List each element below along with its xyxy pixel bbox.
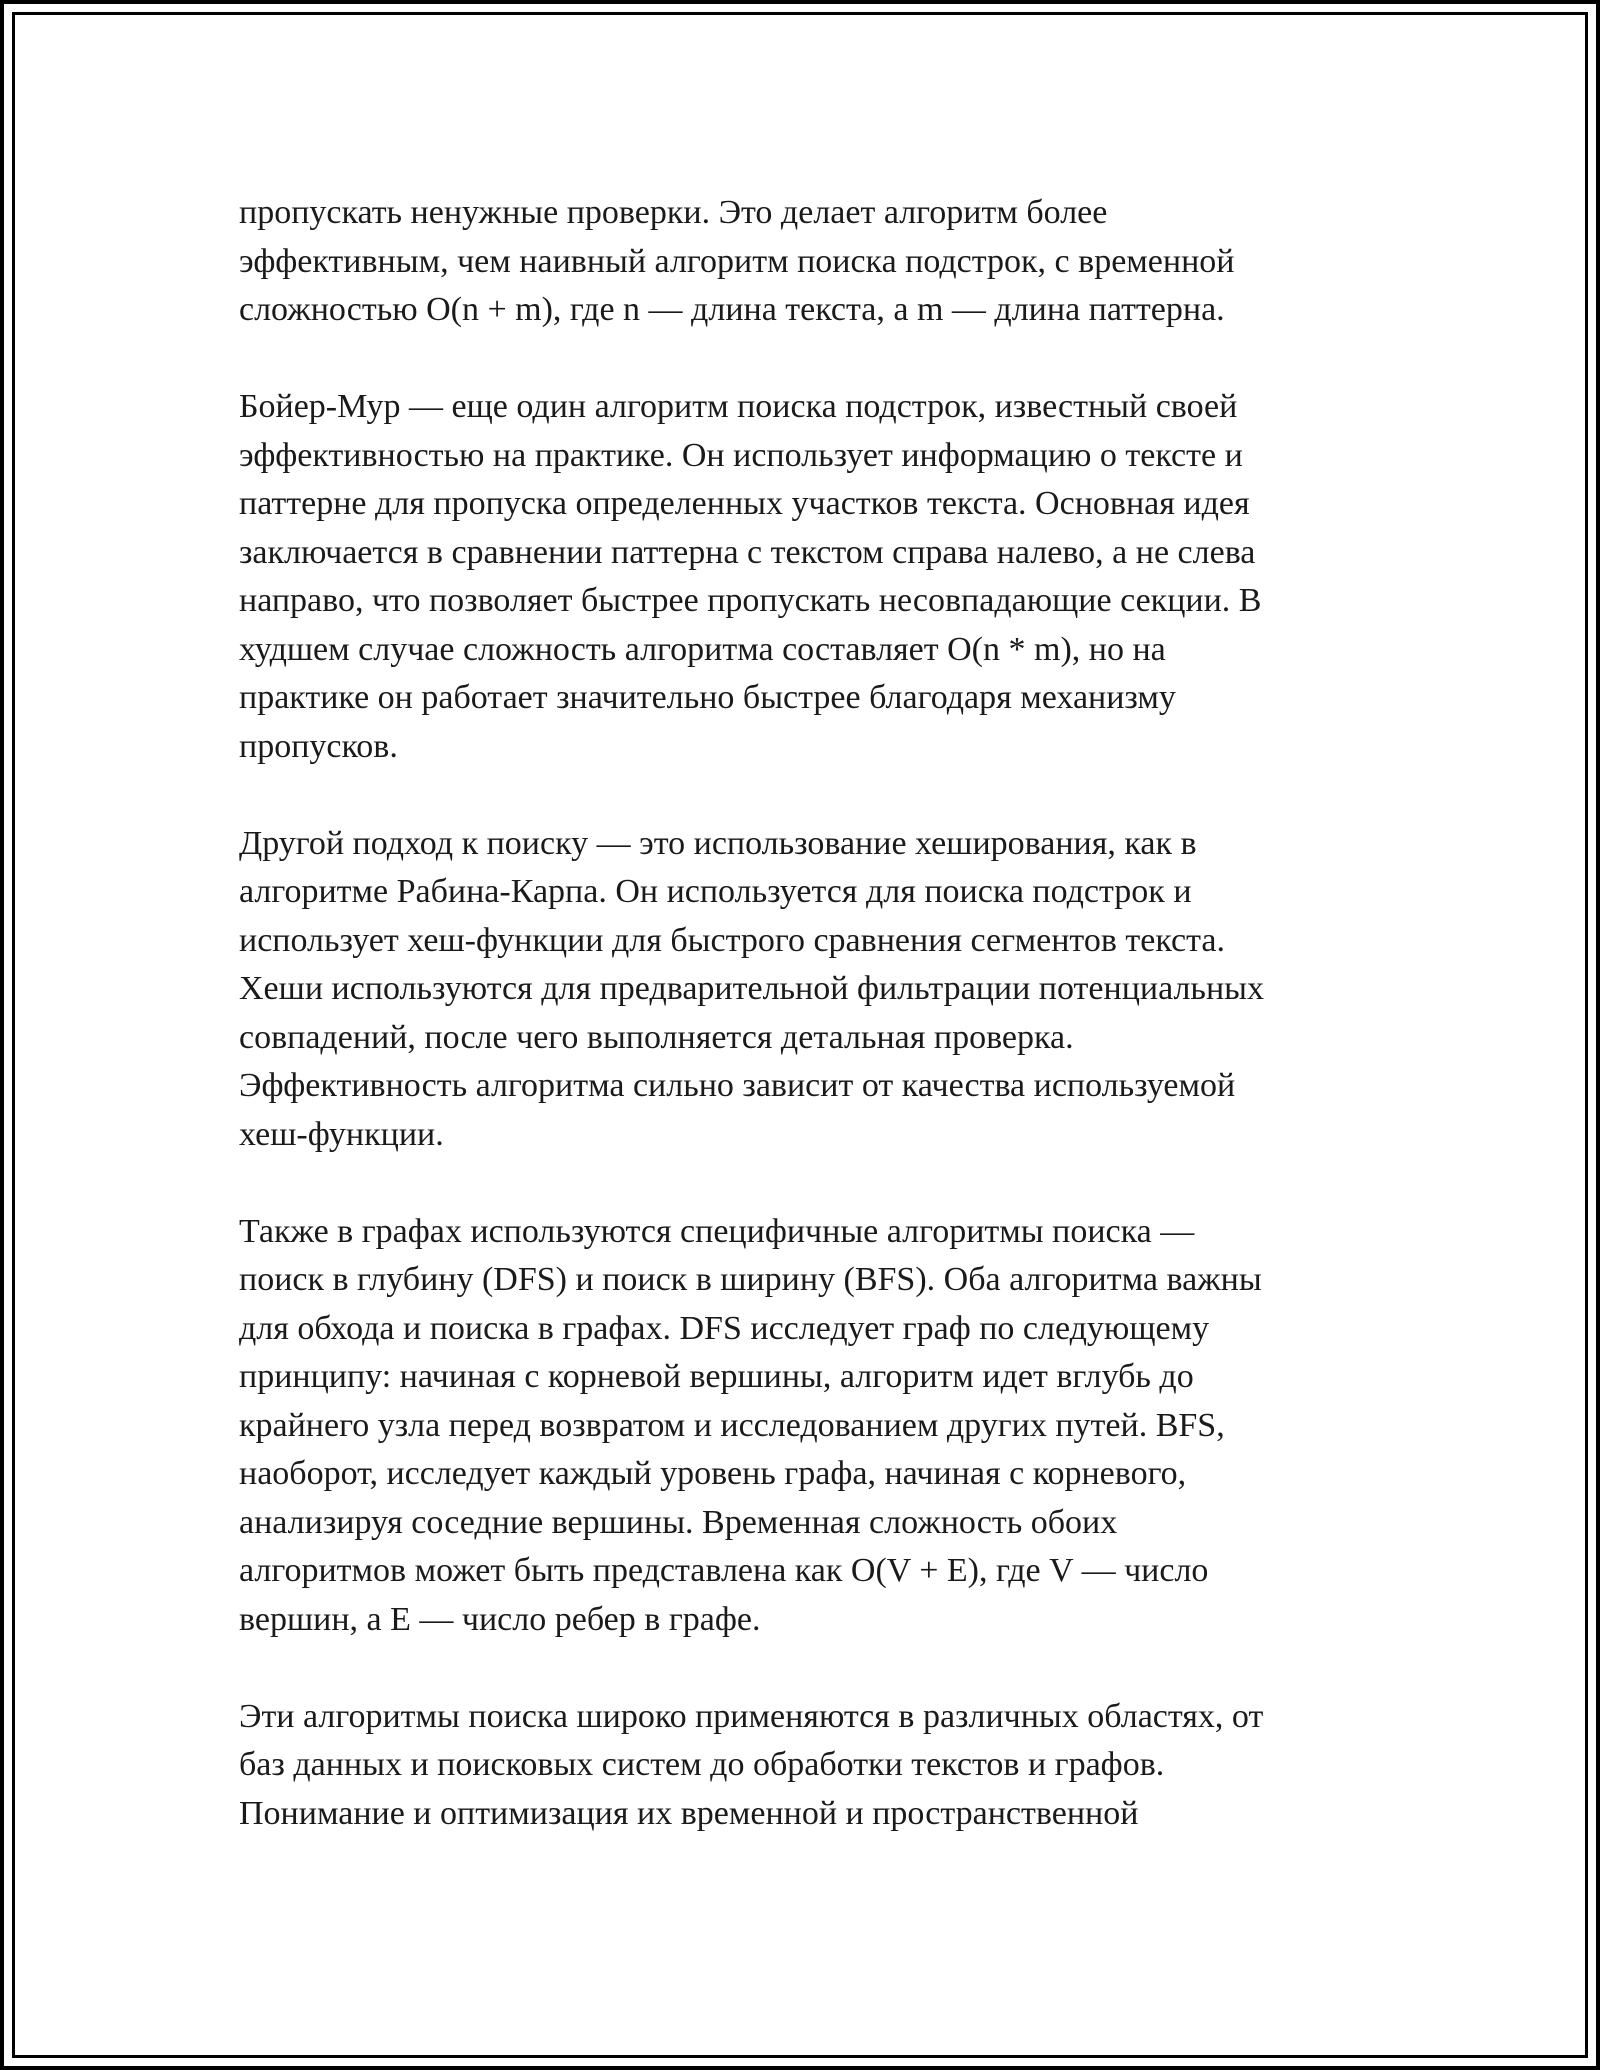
paragraph-rabin-karp [239, 820, 1369, 1160]
text-line: алгоритмов может быть представлена как O(V + E), где V — число [239, 1552, 1209, 1589]
text-line: практике он работает значительно быстрее благодаря механизму [239, 679, 1176, 716]
text-line: хеш-функции. [239, 1115, 444, 1153]
text-line: Эффективность алгоритма сильно зависит от качества используемой [239, 1067, 1236, 1104]
text-line: крайнего узла перед возвратом и исследованием других путей. BFS, [239, 1406, 1225, 1444]
text-line: эффективным, чем наивный алгоритм поиска подстрок, с временной [239, 242, 1235, 280]
text-line: пропусков. [239, 727, 398, 765]
text-line: направо, что позволяет быстрее пропускать несовпадающие секции. В [239, 582, 1262, 619]
text-line: анализируя соседние вершины. Временная сложность обоих [239, 1503, 1118, 1541]
text-line: для обхода и поиска в графах. DFS исследует граф по следующему [239, 1309, 1210, 1347]
text-line: сложностью O(n + m), где n — длина текста, а m — длина паттерна. [239, 291, 1225, 328]
text-line: Также в графах используются специфичные алгоритмы поиска — [239, 1212, 1195, 1250]
text-line: принципу: начиная с корневой вершины, алгоритм идет вглубь до [239, 1358, 1194, 1395]
text-line: Эти алгоритмы поиска широко применяются в различных областях, от [239, 1697, 1264, 1735]
text-line: Другой подход к поиску — это использование хеширования, как в [239, 824, 1197, 862]
paragraph-kmp-summary [239, 189, 1369, 335]
paragraph-boyer-moore [239, 383, 1369, 771]
text-line: поиск в глубину (DFS) и поиск в ширину (BFS). Оба алгоритма важны [239, 1261, 1262, 1298]
text-line: алгоритме Рабина-Карпа. Он используется для поиска подстрок и [239, 873, 1192, 910]
text-line: баз данных и поисковых систем до обработки текстов и графов. [239, 1746, 1165, 1783]
document-body [239, 189, 1369, 1887]
text-line: использует хеш-функции для быстрого сравнения сегментов текста. [239, 921, 1225, 959]
paragraph-graph-search [239, 1208, 1369, 1645]
text-line: совпадений, после чего выполняется детальная проверка. [239, 1018, 1074, 1056]
text-line: вершин, а E — число ребер в графе. [239, 1600, 761, 1638]
text-line: заключается в сравнении паттерна с текстом справа налево, а не слева [239, 533, 1256, 571]
paragraph-applications [239, 1693, 1369, 1839]
text-line: Хеши используются для предварительной фильтрации потенциальных [239, 970, 1264, 1007]
text-line: наоборот, исследует каждый уровень графа, начиная с корневого, [239, 1455, 1187, 1492]
text-line: худшем случае сложность алгоритма составляет O(n * m), но на [239, 630, 1166, 668]
text-line: паттерне для пропуска определенных участков текста. Основная идея [239, 485, 1250, 522]
text-line: эффективностью на практике. Он использует информацию о тексте и [239, 436, 1243, 474]
text-line: Понимание и оптимизация их временной и пространственной [239, 1794, 1139, 1832]
text-line: Бойер-Мур — еще один алгоритм поиска подстрок, известный своей [239, 388, 1238, 425]
text-line: пропускать ненужные проверки. Это делает алгоритм более [239, 194, 1108, 231]
